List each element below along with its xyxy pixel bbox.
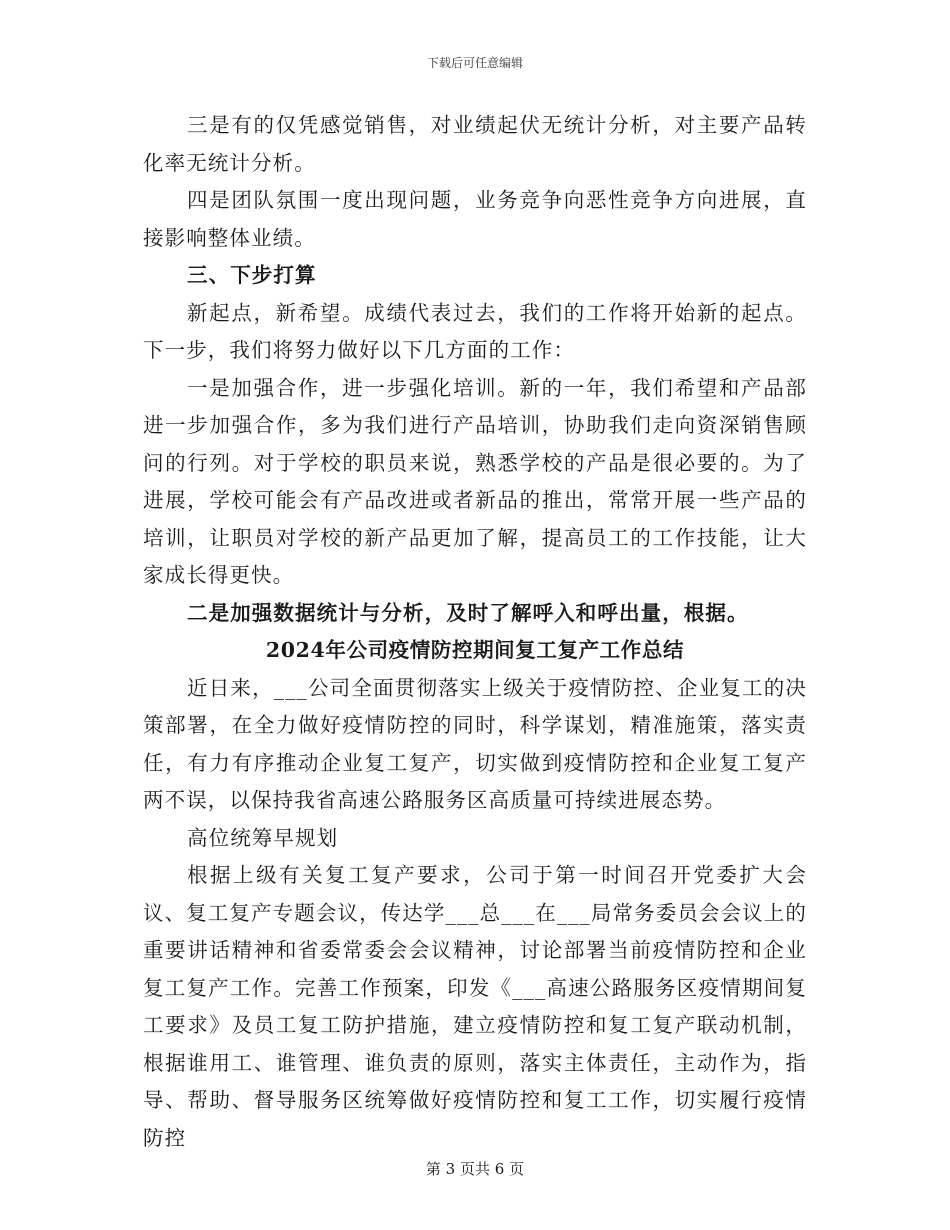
page-header-note: 下载后可任意编辑	[426, 56, 523, 70]
paragraph-point-four: 四是团队氛围一度出现问题，业务竞争向恶性竞争方向进展，直接影响整体业绩。	[143, 188, 807, 250]
paragraph-cooperation-training: 一是加强合作，进一步强化培训。新的一年，我们希望和产品部进一步加强合作，多为我们进行产品培训，协助我们走向资深销售顾问的行列。对于学校的职员来说，熟悉学校的产品是很必要的。为了进展，学校可能会有产品改进或者新品的推出，常常开展一些产品的培训，让职员对学校的新产品更加了解，提高员工的工作技能，让大家成长得更快。	[143, 375, 807, 587]
page-number: 第 3 页共 6 页	[425, 1160, 525, 1178]
paragraph-new-start: 新起点，新希望。成绩代表过去，我们的工作将开始新的起点。下一步，我们将努力做好以下几方面的工作：	[143, 300, 807, 362]
document-body	[143, 107, 807, 1157]
section-heading-next-steps: 三、下步打算	[187, 263, 317, 287]
document-title: 2024年公司疫情防控期间复工复产工作总结	[265, 638, 685, 662]
paragraph-intro: 近日来，___公司全面贯彻落实上级关于疫情防控、企业复工的决策部署，在全力做好疫情防控的同时，科学谋划，精准施策，落实责任，有力有序推动企业复工复产，切实做到疫情防控和企业复工复产两不误，以保持我省高速公路服务区高质量可持续进展态势。	[143, 675, 807, 812]
paragraph-point-three: 三是有的仅凭感觉销售，对业绩起伏无统计分析，对主要产品转化率无统计分析。	[143, 113, 807, 175]
paragraph-data-analysis: 二是加强数据统计与分析，及时了解呼入和呼出量，根据。	[187, 600, 749, 625]
paragraph-planning-details: 根据上级有关复工复产要求，公司于第一时间召开党委扩大会议、复工复产专题会议，传达学___总___在___局常务委员会会议上的重要讲话精神和省委常委会会议精神，讨论部署当前疫情防控和企业复工复产工作。完善工作预案，印发《___高速公路服务区疫情期间复工要求》及员工复工防护措施，建立疫情防控和复工复产联动机制，根据谁用工、谁管理、谁负责的原则，落实主体责任，主动作为，指导、帮助、督导服务区统筹做好疫情防控和复工工作，切实履行疫情防控	[143, 863, 807, 1150]
subheading-planning: 高位统筹早规划	[187, 825, 339, 850]
